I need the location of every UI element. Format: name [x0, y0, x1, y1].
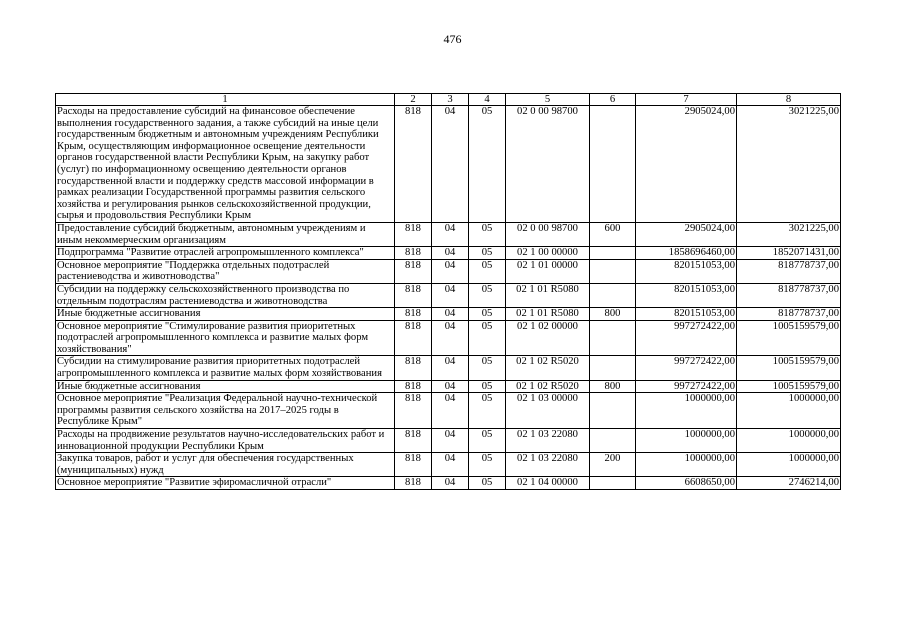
row-section-code: 04: [432, 320, 469, 356]
row-name: Основное мероприятие "Развитие эфиромасличной отрасли": [56, 477, 395, 490]
row-name: Основное мероприятие "Поддержка отдельных подотраслей растениеводства и животноводства": [56, 259, 395, 283]
row-expense-type: [590, 259, 636, 283]
row-amount-year2: 3021225,00: [737, 106, 841, 223]
row-expense-type: [590, 247, 636, 260]
row-subsection-code: 05: [469, 477, 506, 490]
table-row: [56, 247, 841, 260]
row-subsection-code: 05: [469, 356, 506, 380]
row-section-code: 04: [432, 477, 469, 490]
header-cell: 3: [432, 94, 469, 106]
row-ministry-code: 818: [395, 308, 432, 321]
header-cell: 6: [590, 94, 636, 106]
page-number: 476: [443, 32, 462, 46]
table-header-row: [56, 94, 841, 106]
table-row: [56, 380, 841, 393]
table-row: [56, 283, 841, 307]
table-row: [56, 106, 841, 223]
row-amount-year1: 997272422,00: [636, 320, 737, 356]
row-subsection-code: 05: [469, 222, 506, 246]
row-subsection-code: 05: [469, 380, 506, 393]
row-section-code: 04: [432, 380, 469, 393]
row-target-article: 02 1 00 00000: [506, 247, 590, 260]
row-section-code: 04: [432, 247, 469, 260]
table-row: [56, 429, 841, 453]
row-amount-year1: 6608650,00: [636, 477, 737, 490]
row-expense-type: [590, 429, 636, 453]
table-row: [56, 222, 841, 246]
row-subsection-code: 05: [469, 393, 506, 429]
row-subsection-code: 05: [469, 320, 506, 356]
row-amount-year2: 1000000,00: [737, 393, 841, 429]
row-name: Иные бюджетные ассигнования: [56, 380, 395, 393]
row-subsection-code: 05: [469, 259, 506, 283]
row-target-article: 02 1 01 00000: [506, 259, 590, 283]
row-target-article: 02 1 04 00000: [506, 477, 590, 490]
row-ministry-code: 818: [395, 429, 432, 453]
row-amount-year2: 1852071431,00: [737, 247, 841, 260]
table-row: [56, 356, 841, 380]
row-subsection-code: 05: [469, 283, 506, 307]
row-amount-year1: 1000000,00: [636, 393, 737, 429]
row-target-article: 02 1 02 R5020: [506, 356, 590, 380]
row-ministry-code: 818: [395, 283, 432, 307]
row-amount-year1: 1858696460,00: [636, 247, 737, 260]
row-ministry-code: 818: [395, 106, 432, 223]
budget-table: [55, 93, 841, 490]
row-amount-year1: 820151053,00: [636, 283, 737, 307]
row-ministry-code: 818: [395, 320, 432, 356]
row-name: Основное мероприятие "Реализация Федеральной научно-технической программы развития сельского хозяйства на 2017–2025 годы в Республике Крым": [56, 393, 395, 429]
row-amount-year2: 818778737,00: [737, 283, 841, 307]
row-target-article: 02 0 00 98700: [506, 106, 590, 223]
row-subsection-code: 05: [469, 308, 506, 321]
row-section-code: 04: [432, 106, 469, 223]
header-cell: 4: [469, 94, 506, 106]
row-section-code: 04: [432, 259, 469, 283]
header-cell: 1: [56, 94, 395, 106]
row-subsection-code: 05: [469, 453, 506, 477]
row-name: Закупка товаров, работ и услуг для обеспечения государственных (муниципальных) нужд: [56, 453, 395, 477]
row-amount-year2: 1000000,00: [737, 429, 841, 453]
row-ministry-code: 818: [395, 453, 432, 477]
row-name: Предоставление субсидий бюджетным, автономным учреждениям и иным некоммерческим организациям: [56, 222, 395, 246]
row-subsection-code: 05: [469, 247, 506, 260]
row-ministry-code: 818: [395, 380, 432, 393]
row-ministry-code: 818: [395, 222, 432, 246]
row-amount-year2: 818778737,00: [737, 308, 841, 321]
row-section-code: 04: [432, 283, 469, 307]
row-name: Расходы на продвижение результатов научно-исследовательских работ и инновационной продукции Республики Крым: [56, 429, 395, 453]
row-amount-year1: 1000000,00: [636, 453, 737, 477]
table-row: [56, 308, 841, 321]
row-amount-year1: 2905024,00: [636, 106, 737, 223]
header-cell: 8: [737, 94, 841, 106]
row-amount-year2: 1005159579,00: [737, 320, 841, 356]
row-name: Основное мероприятие "Стимулирование развития приоритетных подотраслей агропромышленного комплекса и развитие малых форм хозяйствования": [56, 320, 395, 356]
row-target-article: 02 0 00 98700: [506, 222, 590, 246]
row-expense-type: 200: [590, 453, 636, 477]
row-amount-year1: 820151053,00: [636, 259, 737, 283]
row-target-article: 02 1 03 22080: [506, 453, 590, 477]
row-ministry-code: 818: [395, 393, 432, 429]
row-target-article: 02 1 02 R5020: [506, 380, 590, 393]
table-row: [56, 320, 841, 356]
row-ministry-code: 818: [395, 356, 432, 380]
row-section-code: 04: [432, 308, 469, 321]
header-cell: 5: [506, 94, 590, 106]
row-amount-year1: 1000000,00: [636, 429, 737, 453]
row-section-code: 04: [432, 429, 469, 453]
row-name: Иные бюджетные ассигнования: [56, 308, 395, 321]
row-target-article: 02 1 01 R5080: [506, 283, 590, 307]
header-cell: 7: [636, 94, 737, 106]
row-expense-type: 600: [590, 222, 636, 246]
row-section-code: 04: [432, 393, 469, 429]
row-target-article: 02 1 03 00000: [506, 393, 590, 429]
row-expense-type: [590, 106, 636, 223]
table-row: [56, 393, 841, 429]
row-ministry-code: 818: [395, 477, 432, 490]
row-amount-year2: 3021225,00: [737, 222, 841, 246]
table-row: [56, 259, 841, 283]
row-amount-year2: 1005159579,00: [737, 380, 841, 393]
row-name: Субсидии на поддержку сельскохозяйственного производства по отдельным подотраслям растениеводства и животноводства: [56, 283, 395, 307]
row-expense-type: 800: [590, 380, 636, 393]
row-target-article: 02 1 03 22080: [506, 429, 590, 453]
row-target-article: 02 1 01 R5080: [506, 308, 590, 321]
row-amount-year1: 997272422,00: [636, 380, 737, 393]
row-target-article: 02 1 02 00000: [506, 320, 590, 356]
row-expense-type: [590, 393, 636, 429]
row-section-code: 04: [432, 356, 469, 380]
row-subsection-code: 05: [469, 429, 506, 453]
row-amount-year2: 1005159579,00: [737, 356, 841, 380]
row-ministry-code: 818: [395, 259, 432, 283]
row-amount-year1: 820151053,00: [636, 308, 737, 321]
row-ministry-code: 818: [395, 247, 432, 260]
row-amount-year1: 997272422,00: [636, 356, 737, 380]
row-amount-year2: 818778737,00: [737, 259, 841, 283]
table-row: [56, 453, 841, 477]
header-cell: 2: [395, 94, 432, 106]
row-name: Субсидии на стимулирование развития приоритетных подотраслей агропромышленного комплекса и развитие малых форм хозяйствования: [56, 356, 395, 380]
row-section-code: 04: [432, 453, 469, 477]
row-expense-type: 800: [590, 308, 636, 321]
row-expense-type: [590, 320, 636, 356]
row-expense-type: [590, 477, 636, 490]
row-subsection-code: 05: [469, 106, 506, 223]
row-name: Подпрограмма "Развитие отраслей агропромышленного комплекса": [56, 247, 395, 260]
row-expense-type: [590, 283, 636, 307]
row-name: Расходы на предоставление субсидий на финансовое обеспечение выполнения государственного задания, а также субсидий на иные цели государственным бюджетным и автономным учреждениям Республики Крым, осуществляющим информационное освещение деятельности органов государственной власти Республики Крым, на закупку работ (услуг) по информационному освещению деятельности органов государственной власти и поддержку средств массовой информации в рамках реализации Государственной программы развития сельского хозяйства и регулирования рынков сельскохозяйственной продукции, сырья и продовольствия Республики Крым: [56, 106, 395, 223]
row-amount-year1: 2905024,00: [636, 222, 737, 246]
row-amount-year2: 1000000,00: [737, 453, 841, 477]
row-amount-year2: 2746214,00: [737, 477, 841, 490]
table-row: [56, 477, 841, 490]
row-expense-type: [590, 356, 636, 380]
row-section-code: 04: [432, 222, 469, 246]
